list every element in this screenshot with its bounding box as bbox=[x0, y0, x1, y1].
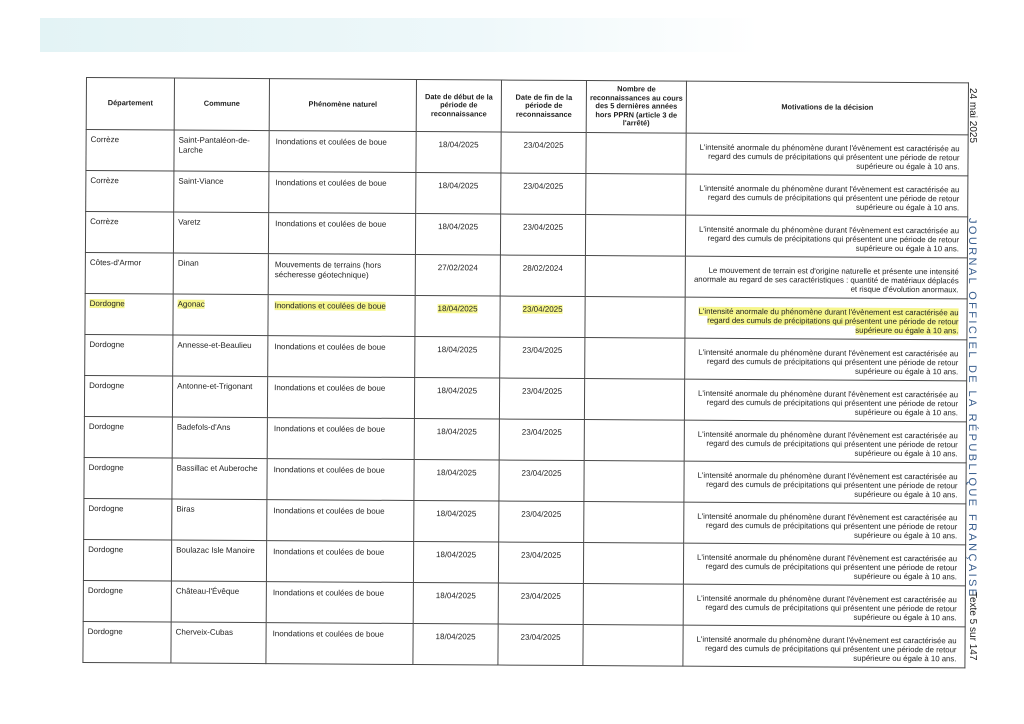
cell-commune: Dinan bbox=[173, 253, 268, 295]
table-row bbox=[84, 375, 966, 421]
table-row bbox=[85, 212, 967, 258]
cell-date-fin: 23/04/2025 bbox=[498, 583, 583, 625]
cell-phenomene: Mouvements de terrains (hors sécheresse géotechnique) bbox=[268, 254, 415, 296]
table-row bbox=[83, 539, 965, 585]
cell-departement: Dordogne bbox=[84, 375, 172, 417]
cell-phenomene: Inondations et coulées de boue bbox=[268, 336, 415, 378]
cell-date-debut: 27/02/2024 bbox=[415, 255, 500, 297]
cell-departement: Dordogne bbox=[84, 498, 172, 540]
table-row bbox=[85, 252, 967, 298]
cell-commune: Badefols-d'Ans bbox=[172, 417, 267, 459]
cell-date-fin: 23/04/2025 bbox=[501, 132, 586, 174]
cell-date-fin: 23/04/2025 bbox=[499, 419, 584, 461]
table-row bbox=[86, 130, 968, 176]
header-nombre-reconnaissances: Nombre de reconnaissances au cours des 5 dernières années hors PPRN (article 3 de l'arrêté) bbox=[586, 81, 686, 134]
cell-phenomene: Inondations et coulées de boue bbox=[266, 623, 413, 665]
table-row bbox=[84, 457, 966, 503]
cell-commune: Boulazac Isle Manoire bbox=[171, 540, 266, 582]
header-motivations: Motivations de la décision bbox=[686, 81, 968, 135]
cell-motivation bbox=[685, 297, 967, 340]
cell-phenomene: Inondations et coulées de boue bbox=[268, 213, 415, 255]
cell-nombre bbox=[585, 215, 685, 257]
cell-nombre bbox=[586, 133, 686, 175]
table-header-row bbox=[86, 78, 968, 135]
cell-date-debut: 18/04/2025 bbox=[413, 624, 498, 666]
cell-departement: Corrèze bbox=[85, 212, 173, 254]
cell-motivation: L'intensité anormale du phénomène durant l'évènement est caractérisée au regard des cumuls de précipitations qui présentent une période de retour supérieure ou égale à 10 ans. bbox=[684, 461, 966, 504]
cell-departement: Dordogne bbox=[83, 580, 171, 622]
cell-nombre bbox=[583, 625, 683, 667]
cell-date-fin bbox=[500, 296, 585, 338]
cell-departement: Côtes-d'Armor bbox=[85, 252, 173, 294]
cell-date-debut: 18/04/2025 bbox=[415, 214, 500, 256]
cell-commune: Saint-Viance bbox=[174, 171, 269, 213]
cell-phenomene: Inondations et coulées de boue bbox=[267, 500, 414, 542]
cell-date-debut bbox=[415, 296, 500, 338]
cell-commune: Varetz bbox=[173, 212, 268, 254]
highlighted-text: Dordogne bbox=[89, 299, 125, 309]
cell-nombre bbox=[585, 338, 685, 380]
cell-date-debut: 18/04/2025 bbox=[413, 583, 498, 625]
margin-journal-title: JOURNAL OFFICIEL DE LA RÉPUBLIQUE FRANÇAISE bbox=[966, 218, 978, 599]
cell-phenomene: Inondations et coulées de boue bbox=[267, 377, 414, 419]
cell-phenomene bbox=[268, 295, 415, 337]
cell-date-fin: 23/04/2025 bbox=[500, 337, 585, 379]
cell-nombre bbox=[585, 297, 685, 339]
cell-nombre bbox=[585, 256, 685, 298]
cell-date-debut: 18/04/2025 bbox=[414, 378, 499, 420]
highlighted-text: 23/04/2025 bbox=[522, 304, 563, 314]
cell-commune: Château-l'Évêque bbox=[171, 581, 266, 623]
cell-motivation: L'intensité anormale du phénomène durant l'évènement est caractérisée au regard des cumuls de précipitations qui présentent une période de retour supérieure ou égale à 10 ans. bbox=[683, 625, 965, 668]
cell-date-fin: 23/04/2025 bbox=[499, 501, 584, 543]
cell-departement: Dordogne bbox=[83, 621, 171, 663]
cell-date-fin: 23/04/2025 bbox=[499, 460, 584, 502]
cell-nombre bbox=[584, 502, 684, 544]
cell-commune: Antonne-et-Trigonant bbox=[172, 376, 267, 418]
cell-date-fin: 23/04/2025 bbox=[501, 173, 586, 215]
cell-commune: Biras bbox=[172, 499, 267, 541]
highlighted-text: 18/04/2025 bbox=[437, 304, 478, 314]
cell-phenomene: Inondations et coulées de boue bbox=[269, 172, 416, 214]
cell-departement: Corrèze bbox=[86, 171, 174, 213]
cell-motivation: L'intensité anormale du phénomène durant l'évènement est caractérisée au regard des cumuls de précipitations qui présentent une période de retour supérieure ou égale à 10 ans. bbox=[684, 502, 966, 545]
cell-date-debut: 18/04/2025 bbox=[416, 132, 501, 174]
cell-date-fin: 23/04/2025 bbox=[498, 624, 583, 666]
cell-commune: Cherveix-Cubas bbox=[171, 622, 266, 664]
cell-departement bbox=[85, 293, 173, 335]
cell-date-debut: 18/04/2025 bbox=[416, 173, 501, 215]
header-departement: Département bbox=[86, 78, 174, 131]
cell-commune: Bassillac et Auberoche bbox=[172, 458, 267, 500]
cell-date-fin: 23/04/2025 bbox=[498, 542, 583, 584]
table-row bbox=[85, 334, 967, 380]
cell-commune bbox=[173, 294, 268, 336]
header-date-fin: Date de fin de la période de reconnaissance bbox=[501, 80, 586, 133]
cell-phenomene: Inondations et coulées de boue bbox=[267, 459, 414, 501]
cell-commune: Saint-Pantaléon-de-Larche bbox=[174, 130, 269, 172]
table-row-highlighted bbox=[85, 293, 967, 339]
cell-phenomene: Inondations et coulées de boue bbox=[266, 541, 413, 583]
margin-texte-count: Texte 5 sur 147 bbox=[967, 592, 978, 661]
cell-date-fin: 23/04/2025 bbox=[499, 378, 584, 420]
cell-nombre bbox=[584, 461, 684, 503]
cell-motivation: L'intensité anormale du phénomène durant l'évènement est caractérisée au regard des cumuls de précipitations qui présentent une période de retour supérieure ou égale à 10 ans. bbox=[686, 133, 968, 176]
header-date-debut: Date de début de la période de reconnaissance bbox=[416, 80, 501, 133]
table-row bbox=[83, 580, 965, 626]
cell-date-fin: 23/04/2025 bbox=[500, 214, 585, 256]
highlighted-text: Inondations et coulées de boue bbox=[274, 301, 386, 311]
cell-phenomene: Inondations et coulées de boue bbox=[267, 418, 414, 460]
header-commune: Commune bbox=[174, 78, 269, 131]
cell-departement: Dordogne bbox=[85, 334, 173, 376]
table-row bbox=[84, 416, 966, 462]
cell-nombre bbox=[584, 420, 684, 462]
cell-nombre bbox=[584, 379, 684, 421]
cell-nombre bbox=[583, 584, 683, 626]
cell-motivation: L'intensité anormale du phénomène durant l'évènement est caractérisée au regard des cumuls de précipitations qui présentent une période de retour supérieure ou égale à 10 ans. bbox=[683, 584, 965, 627]
cell-motivation: L'intensité anormale du phénomène durant l'évènement est caractérisée au regard des cumuls de précipitations qui présentent une période de retour supérieure ou égale à 10 ans. bbox=[686, 174, 968, 217]
cell-commune: Annesse-et-Beaulieu bbox=[173, 335, 268, 377]
highlighted-text: L'intensité anormale du phénomène durant l'évènement est caractérisée au regard des cumuls de précipitations qui présentent une période de retour supérieure ou égale à 10 ans. bbox=[698, 306, 959, 336]
cell-date-debut: 18/04/2025 bbox=[415, 337, 500, 379]
cell-date-debut: 18/04/2025 bbox=[413, 542, 498, 584]
margin-date: 24 mai 2025 bbox=[967, 88, 978, 144]
cell-motivation: L'intensité anormale du phénomène durant l'évènement est caractérisée au regard des cumuls de précipitations qui présentent une période de retour supérieure ou égale à 10 ans. bbox=[685, 338, 967, 381]
cell-departement: Corrèze bbox=[86, 130, 174, 172]
table-row bbox=[84, 498, 966, 544]
cell-departement: Dordogne bbox=[84, 457, 172, 499]
recognition-table-container bbox=[82, 77, 968, 665]
cell-phenomene: Inondations et coulées de boue bbox=[269, 131, 416, 173]
cell-departement: Dordogne bbox=[84, 416, 172, 458]
recognition-table bbox=[82, 77, 969, 668]
cell-motivation: L'intensité anormale du phénomène durant l'évènement est caractérisée au regard des cumuls de précipitations qui présentent une période de retour supérieure ou égale à 10 ans. bbox=[684, 420, 966, 463]
cell-nombre bbox=[583, 543, 683, 585]
highlighted-text: Agonac bbox=[177, 299, 205, 309]
cell-motivation: Le mouvement de terrain est d'origine naturelle et présente une intensité anormale au regard de ses caractéristiques : quantité de matériaux déplacés et risque d'évolution anormaux. bbox=[685, 256, 967, 299]
scan-top-band bbox=[40, 18, 760, 52]
table-row bbox=[86, 171, 968, 217]
cell-phenomene: Inondations et coulées de boue bbox=[266, 582, 413, 624]
table-row bbox=[83, 621, 965, 667]
cell-date-debut: 18/04/2025 bbox=[414, 419, 499, 461]
cell-motivation: L'intensité anormale du phénomène durant l'évènement est caractérisée au regard des cumuls de précipitations qui présentent une période de retour supérieure ou égale à 10 ans. bbox=[684, 379, 966, 422]
cell-motivation: L'intensité anormale du phénomène durant l'évènement est caractérisée au regard des cumuls de précipitations qui présentent une période de retour supérieure ou égale à 10 ans. bbox=[683, 543, 965, 586]
cell-nombre bbox=[586, 174, 686, 216]
cell-date-fin: 28/02/2024 bbox=[500, 255, 585, 297]
cell-date-debut: 18/04/2025 bbox=[414, 501, 499, 543]
cell-departement: Dordogne bbox=[83, 539, 171, 581]
cell-date-debut: 18/04/2025 bbox=[414, 460, 499, 502]
header-phenomene: Phénomène naturel bbox=[269, 79, 416, 132]
cell-motivation: L'intensité anormale du phénomène durant l'évènement est caractérisée au regard des cumuls de précipitations qui présentent une période de retour supérieure ou égale à 10 ans. bbox=[685, 215, 967, 258]
